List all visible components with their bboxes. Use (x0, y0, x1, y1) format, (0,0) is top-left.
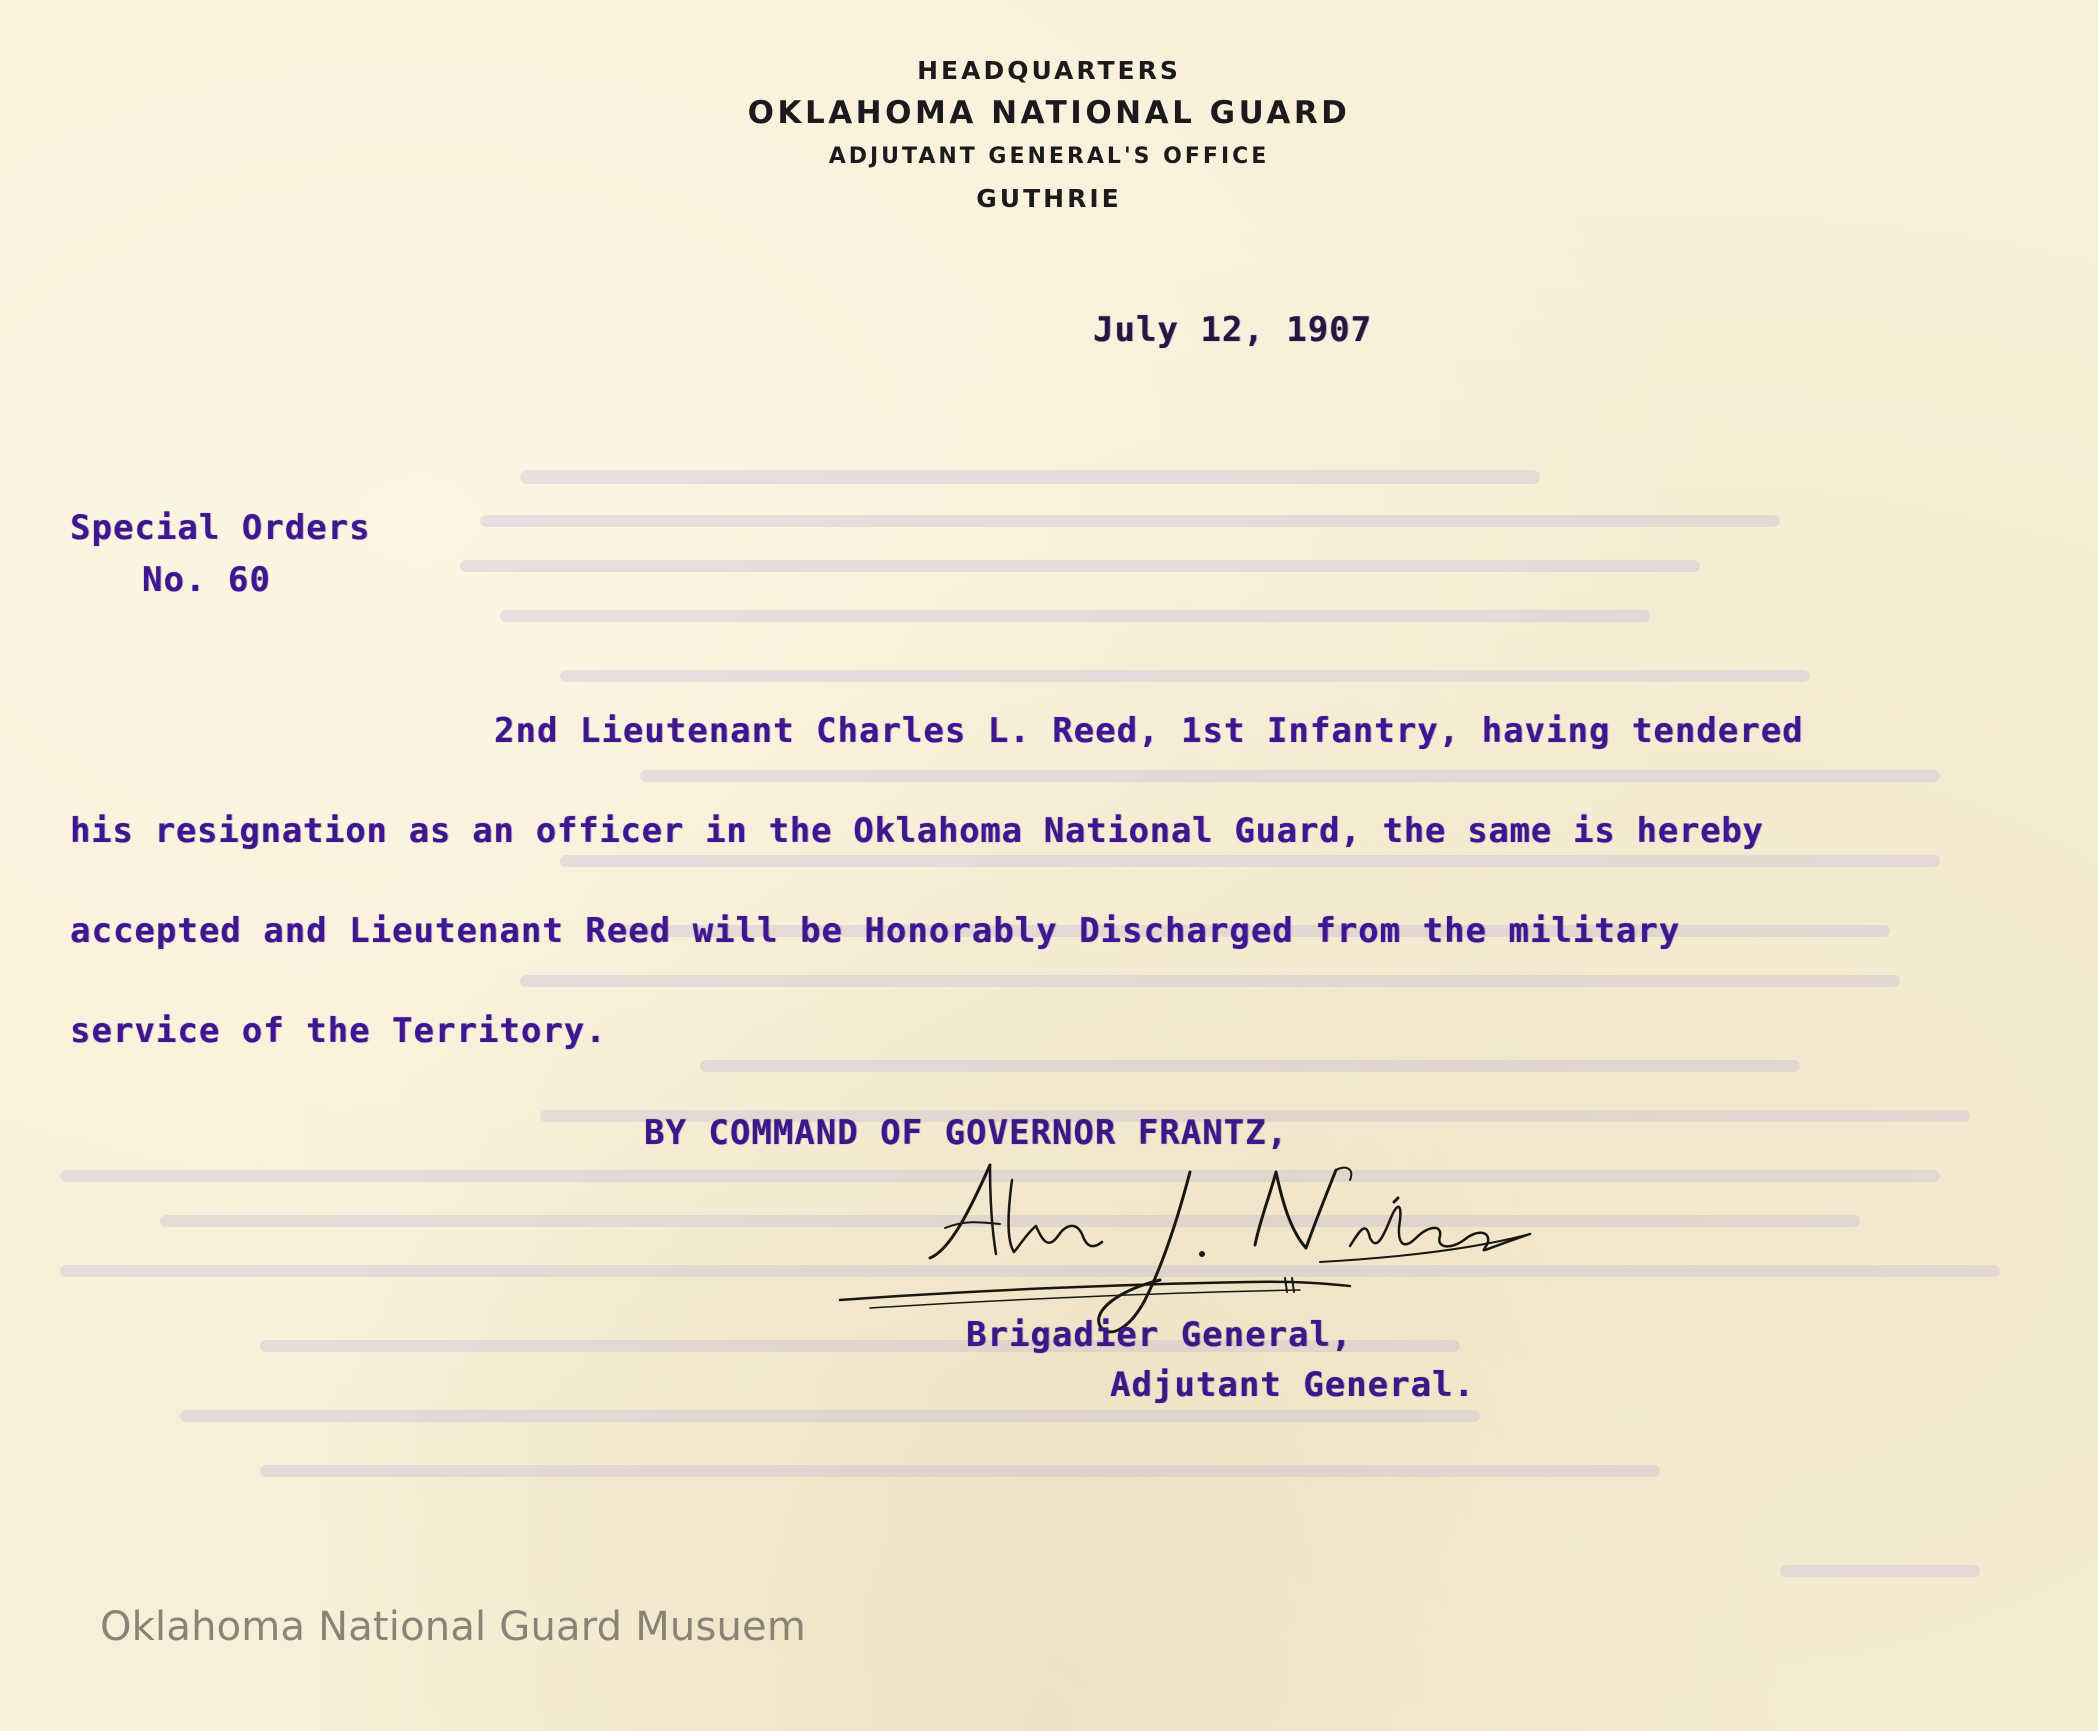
body-line-2: his resignation as an officer in the Oklahoma National Guard, the same is hereby (70, 811, 1764, 851)
signatory-rank: Brigadier General, (966, 1315, 1353, 1355)
body-line-3: accepted and Lieutenant Reed will be Honorably Discharged from the military (70, 911, 1681, 951)
letterhead-office: ADJUTANT GENERAL'S OFFICE (828, 144, 1270, 169)
museum-watermark: Oklahoma National Guard Musuem (100, 1604, 807, 1650)
order-heading: Special Orders (70, 508, 371, 548)
body-line-4: service of the Territory. (70, 1011, 607, 1051)
letterhead-city: GUTHRIE (976, 184, 1122, 213)
command-closing: BY COMMAND OF GOVERNOR FRANTZ, (644, 1113, 1289, 1153)
body-line-1: 2nd Lieutenant Charles L. Reed, 1st Infantry, having tendered (494, 711, 1804, 751)
letter-date: July 12, 1907 (1093, 310, 1373, 350)
letterhead-headquarters: HEADQUARTERS (917, 56, 1181, 85)
order-number: No. 60 (142, 560, 271, 600)
letterhead-organization: OKLAHOMA NATIONAL GUARD (747, 95, 1351, 131)
signatory-title: Adjutant General. (1110, 1365, 1475, 1405)
